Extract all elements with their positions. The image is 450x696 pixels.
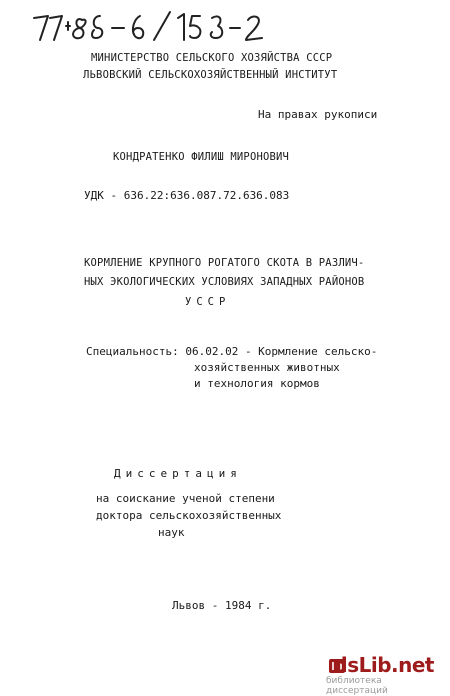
- handwritten-archive-number: [30, 6, 270, 46]
- dissertation-line-2: доктора сельскохозяйственных: [96, 509, 282, 522]
- manuscript-rights-note: На правах рукописи: [258, 108, 378, 121]
- title-line-2: НЫХ ЭКОЛОГИЧЕСКИХ УСЛОВИЯХ ЗАПАДНЫХ РАЙОНОВ: [84, 276, 365, 288]
- specialty-line-3: и технология кормов: [194, 377, 320, 390]
- dslib-watermark[interactable]: [326, 653, 444, 696]
- udk-code: УДК - 636.22:636.087.72.636.083: [84, 189, 290, 202]
- dissertation-line-3: наук: [158, 526, 185, 539]
- place-and-year: Львов - 1984 г.: [172, 599, 272, 612]
- dissertation-heading: Диссертация: [114, 467, 242, 480]
- title-line-1: КОРМЛЕНИЕ КРУПНОГО РОГАТОГО СКОТА В РАЗЛИЧ-: [84, 257, 365, 269]
- author-name: КОНДРАТЕНКО ФИЛИШ МИРОНОВИЧ: [113, 151, 290, 163]
- title-line-3: УССР: [185, 296, 231, 308]
- dslib-tagline: библиотека диссертаций: [326, 676, 388, 696]
- ministry-line: МИНИСТЕРСТВО СЕЛЬСКОГО ХОЗЯЙСТВА СССР: [91, 52, 333, 64]
- institute-line: ЛЬВОВСКИЙ СЕЛЬСКОХОЗЯЙСТВЕННЫЙ ИНСТИТУТ: [83, 69, 338, 81]
- dslib-logo-text: dsLib.net: [333, 653, 434, 677]
- specialty-line-1: Специальность: 06.02.02 - Кормление сельско-: [86, 345, 378, 358]
- dissertation-line-1: на соискание ученой степени: [96, 492, 275, 505]
- specialty-line-2: хозяйственных животных: [194, 361, 340, 374]
